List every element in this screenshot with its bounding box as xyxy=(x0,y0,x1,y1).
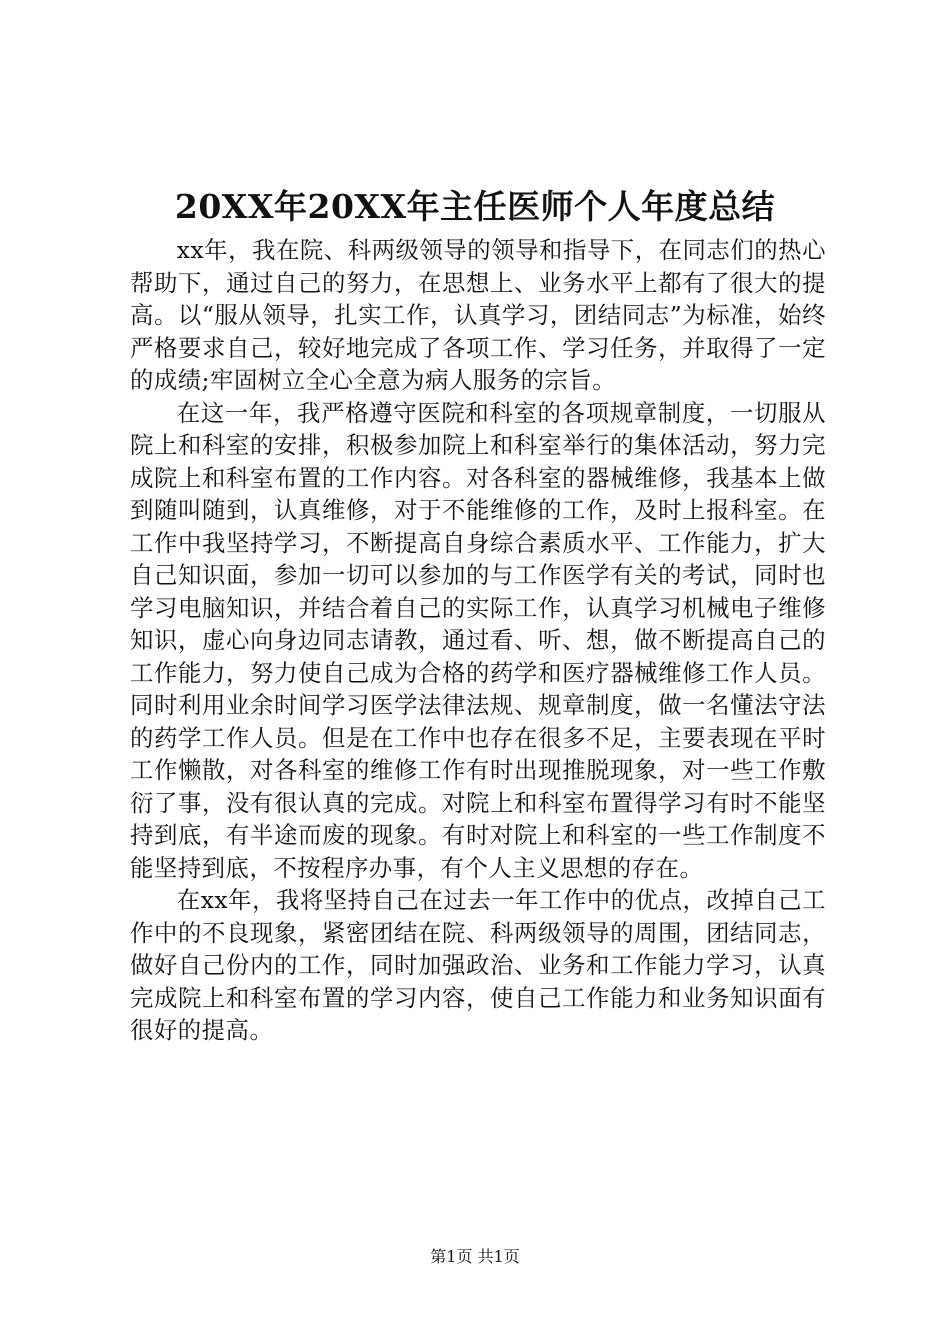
document-body xyxy=(130,234,826,1047)
page-footer: 第1页 共1页 xyxy=(430,1247,520,1266)
paragraph-3: 在xx年，我将坚持自己在过去一年工作中的优点，改掉自己工作中的不良现象，紧密团结在院、科两级领导的周围，团结同志，做好自己份内的工作，同时加强政治、业务和工作能力学习，认真完成院上和科室布置的学习内容，使自己工作能力和业务知识面有很好的提高。 xyxy=(130,886,826,1044)
document-title: 20XX年20XX年主任医师个人年度总结 xyxy=(174,187,776,226)
paragraph-2: 在这一年，我严格遵守医院和科室的各项规章制度，一切服从院上和科室的安排，积极参加院上和科室举行的集体活动，努力完成院上和科室布置的工作内容。对各科室的器械维修，我基本上做到随叫随到，认真维修，对于不能维修的工作，及时上报科室。在工作中我坚持学习，不断提高自身综合素质水平、工作能力，扩大自己知识面，参加一切可以参加的与工作医学有关的考试，同时也学习电脑知识，并结合着自己的实际工作，认真学习机械电子维修知识，虚心向身边同志请教，通过看、听、想，做不断提高自己的工作能力，努力使自己成为合格的药学和医疗器械维修工作人员。同时利用业余时间学习医学法律法规、规章制度，做一名懂法守法的药学工作人员。但是在工作中也存在很多不足，主要表现在平时工作懒散，对各科室的维修工作有时出现推脱现象，对一些工作敷衍了事，没有很认真的完成。对院上和科室布置得学习有时不能坚持到底，有半途而废的现象。有时对院上和科室的一些工作制度不能坚持到底，不按程序办事，有个人主义思想的存在。 xyxy=(130,398,826,882)
paragraph-1: xx年，我在院、科两级领导的领导和指导下，在同志们的热心帮助下，通过自己的努力，在思想上、业务水平上都有了很大的提高。以“服从领导，扎实工作，认真学习，团结同志”为标准，始终严格要求自己，较好地完成了各项工作、学习任务，并取得了一定的成绩;牢固树立全心全意为病人服务的宗旨。 xyxy=(130,236,826,394)
